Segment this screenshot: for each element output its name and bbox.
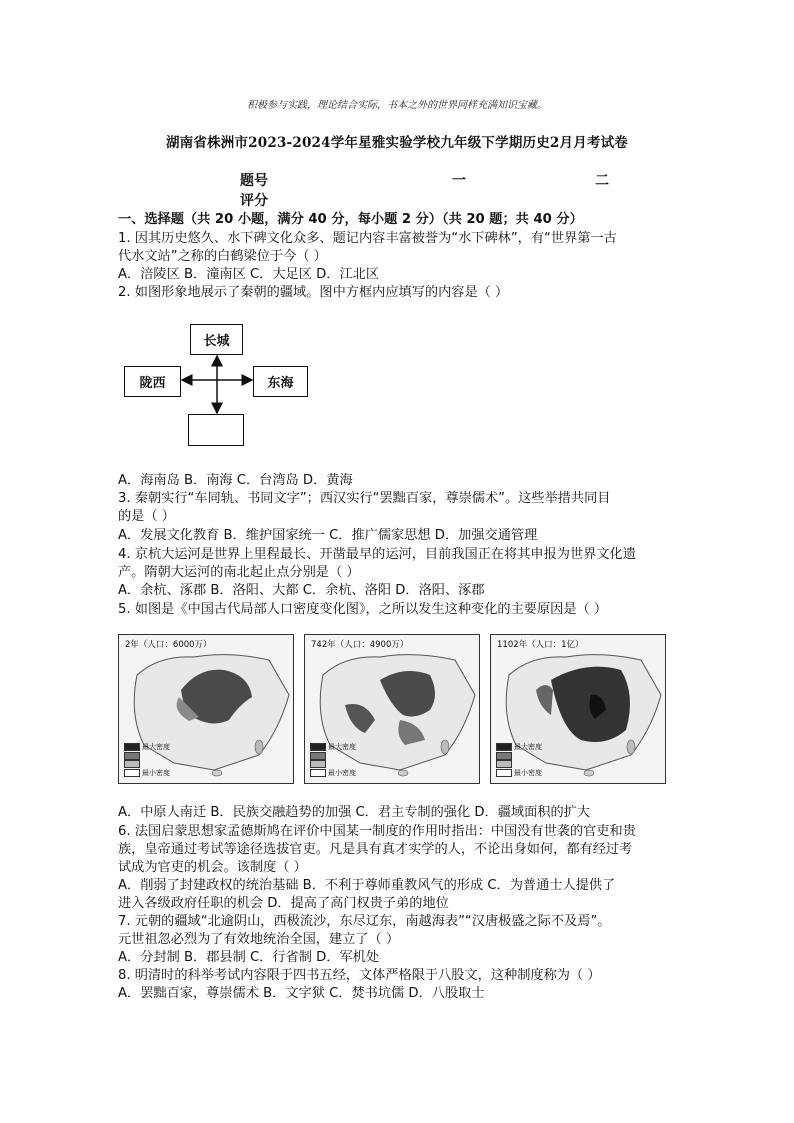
q7-stem-2: 元世祖忽必烈为了有效地统治全国，建立了（ ） [118,932,400,947]
box-great-wall: 长城 [190,324,243,355]
legend-min: 最小密度 [328,768,356,777]
q7-options: A．分封制 B．郡县制 C．行省制 D．军机处 [118,950,380,965]
legend-max: 最大密度 [514,743,542,751]
legend-max: 最大密度 [142,743,170,751]
q3-options: A．发展文化教育 B．维护国家统一 C．推广儒家思想 D．加强交通管理 [118,528,538,543]
map-year-1102 [490,634,666,784]
legend-max: 最大密度 [328,743,356,751]
q6-stem-2: 族，皇帝通过考试等途径选拔官吏。凡是具有真才实学的人，不论出身如何，都有经过考 [118,842,633,857]
q6-options-1: A．削弱了封建政权的统治基础 B．不利于尊师重教风气的形成 C．为普通士人提供了 [118,878,616,893]
map-legend [124,743,170,777]
box-blank-answer [188,414,244,446]
population-density-maps [118,634,670,784]
map-caption: 2年（人口：6000万） [125,640,212,650]
map-year-742 [304,634,480,784]
score-col-2: 二 [595,173,609,189]
q6-stem-3: 试成为官吏的机会。该制度（ ） [118,860,307,875]
map-caption: 1102年（人口：1亿） [497,640,584,650]
box-longxi: 陇西 [124,366,181,397]
score-label-score: 评分 [240,193,268,209]
q4-stem-1: 4. 京杭大运河是世界上里程最长、开凿最早的运河，目前我国正在将其申报为世界文化遗 [118,547,636,562]
q6-options-2: 进入各级政府任职的机会 D．提高了高门权贵子弟的地位 [118,896,449,911]
score-label-qnum: 题号 [240,173,268,189]
score-col-1: 一 [452,173,466,189]
q1-stem-1: 1. 因其历史悠久、水下碑文化众多、题记内容丰富被誉为“水下碑林”，有“世界第一古 [118,231,617,246]
q2-stem: 2. 如图形象地展示了秦朝的疆域。图中方框内应填写的内容是（ ） [118,285,509,300]
exam-title: 湖南省株洲市2023-2024学年星雅实验学校九年级下学期历史2月月考试卷 [165,135,629,151]
map-caption: 742年（人口：4900万） [311,640,409,650]
q5-stem: 5. 如图是《中国古代局部人口密度变化图》，之所以发生这种变化的主要原因是（ ） [118,602,608,617]
legend-min: 最小密度 [514,768,542,777]
q7-stem-1: 7. 元朝的疆域“北逾阴山，西极流沙，东尽辽东，南越海表”“汉唐极盛之际不及焉”。 [118,914,611,929]
q4-options: A．余杭、涿郡 B．洛阳、大都 C．余杭、洛阳 D．洛阳、涿郡 [118,583,485,598]
q2-options: A．海南岛 B．南海 C．台湾岛 D．黄海 [118,473,353,488]
q8-stem: 8. 明清时的科举考试内容限于四书五经，文体严格限于八股文，这种制度称为（ ） [118,968,601,983]
q3-stem-1: 3. 秦朝实行“车同轨、书同文字”；西汉实行“罢黜百家，尊崇儒术”。这些举措共同目 [118,491,611,506]
q6-stem-1: 6. 法国启蒙思想家孟德斯鸠在评价中国某一制度的作用时指出：中国没有世袭的官吏和贵 [118,824,636,839]
q1-options: A．涪陵区 B．潼南区 C．大足区 D．江北区 [118,267,380,282]
legend-min: 最小密度 [142,768,170,777]
q1-stem-2: 代水文站”之称的白鹤梁位于今（ ） [118,249,327,264]
section-heading: 一、选择题（共 20 小题，满分 40 分，每小题 2 分）（共 20 题；共 40 分） [118,212,583,227]
map-legend [496,743,542,777]
box-east-sea: 东海 [253,366,308,397]
map-year-2 [118,634,294,784]
q4-stem-2: 产。隋朝大运河的南北起止点分别是（ ） [118,565,360,580]
q5-options: A．中原人南迁 B．民族交融趋势的加强 C．君主专制的强化 D．疆域面积的扩大 [118,805,591,820]
q3-stem-2: 的是（ ） [118,509,175,524]
q8-options: A．罢黜百家，尊崇儒术 B．文字狱 C．焚书坑儒 D．八股取士 [118,986,485,1001]
header-motto: 积极参与实践，理论结合实际，书本之外的世界同样充满知识宝藏。 [247,100,547,111]
map-legend [310,743,356,777]
